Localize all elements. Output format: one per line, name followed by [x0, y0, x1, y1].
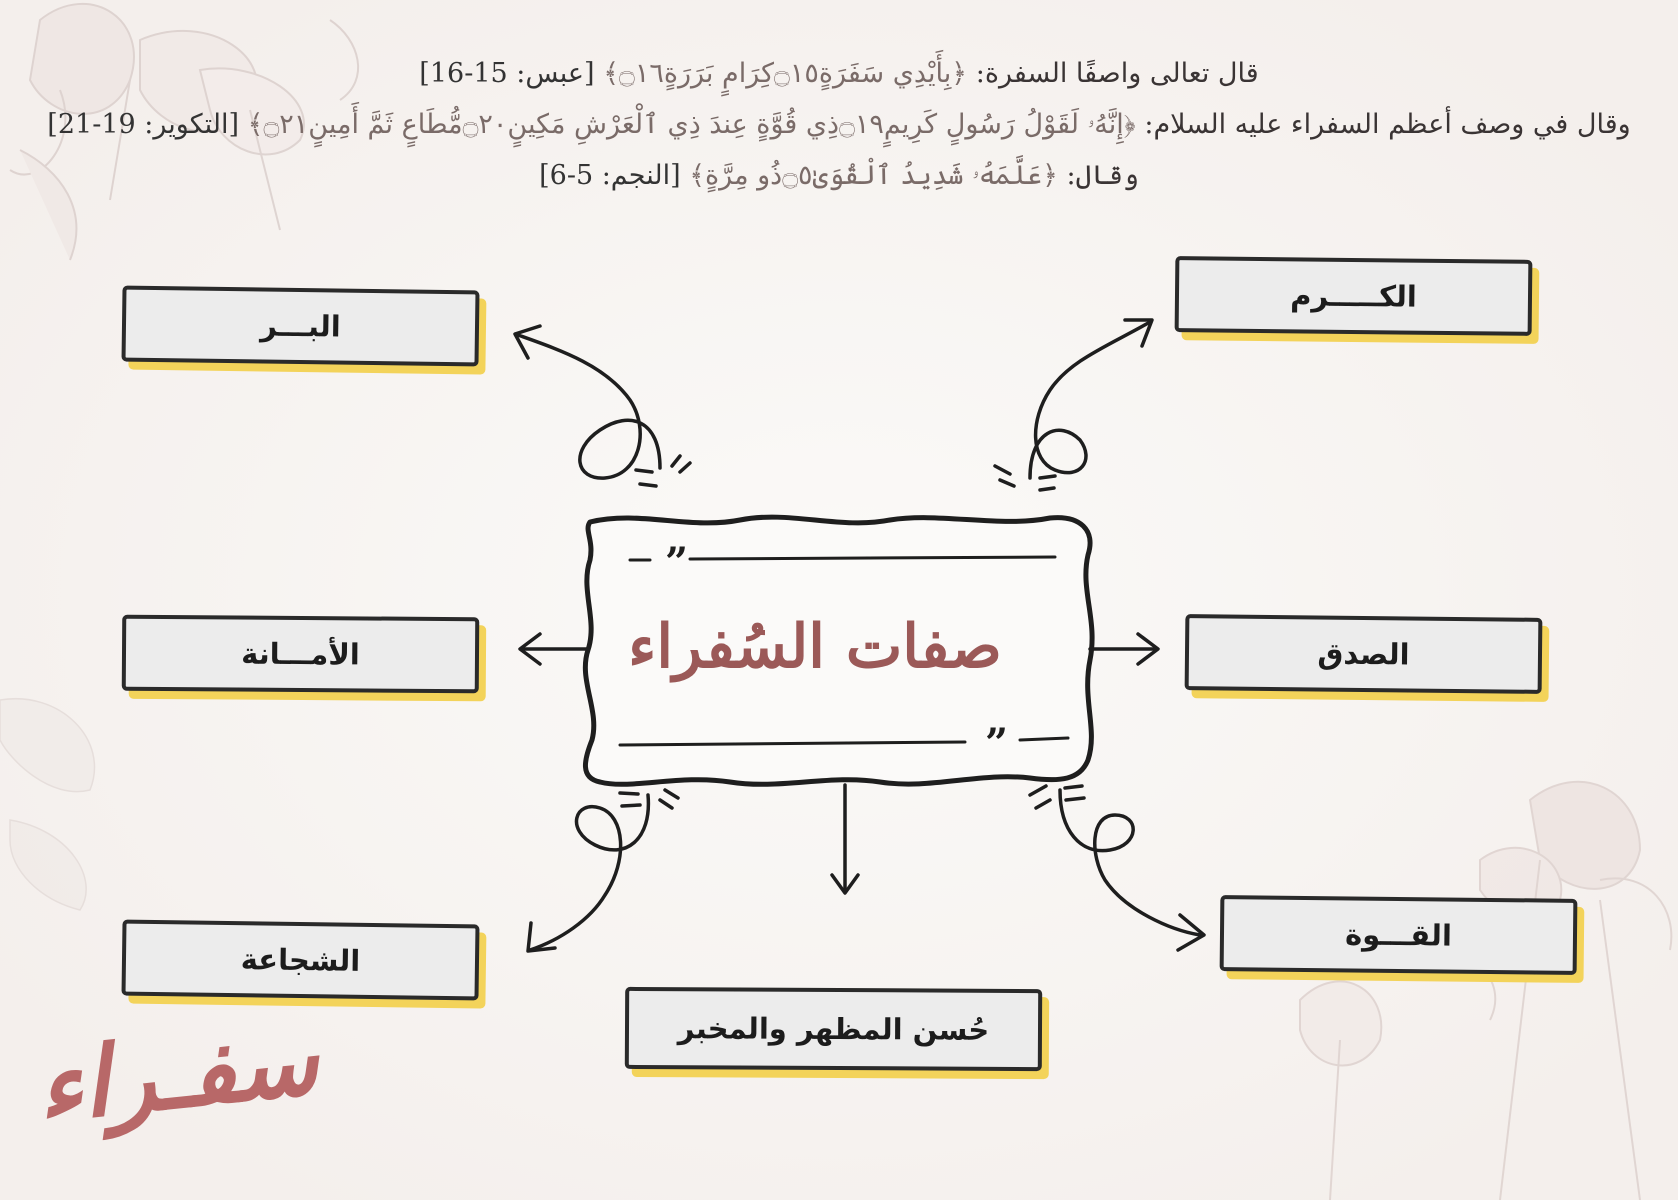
quote-3-intro: وقال:	[1066, 160, 1139, 191]
attribute-box-sidq: الصدق	[1185, 614, 1543, 694]
quote-2-reference: [التكوير: 19-21]	[47, 109, 240, 140]
quote-2-verse: ﴿إِنَّهُۥ لَقَوْلُ رَسُولٍ كَرِيمٍ۝١٩ذِي قُوَّةٍ عِندَ ذِي ٱلْعَرْشِ مَكِينٍ۝٢٠مُّطَاعٍ ثَمَّ أَمِينٍ۝٢١﴾	[247, 109, 1136, 140]
attribute-box-shajaa: الشجاعة	[121, 920, 479, 1001]
quote-line-1	[40, 48, 1638, 99]
attribute-box-quwwa: القـــوة	[1220, 895, 1578, 975]
svg-text:”: ”	[985, 720, 1009, 767]
quote-line-3	[40, 150, 1638, 201]
svg-text:”: ”	[665, 539, 689, 586]
quote-1-intro: قال تعالى واصفًا السفرة:	[975, 58, 1259, 89]
attribute-box-amana: الأمـــانة	[122, 615, 480, 693]
quote-3-reference: [النجم: 5-6]	[539, 160, 681, 191]
attribute-box-birr: البـــر	[121, 286, 479, 367]
center-title: صفات السُفراء	[628, 612, 1002, 682]
attribute-box-karam: الكـــــرم	[1175, 256, 1533, 336]
signature-logo: سفـراء	[30, 1002, 324, 1145]
quote-line-2	[40, 99, 1638, 150]
attribute-box-husn: حُسن المظهر والمخبر	[625, 987, 1042, 1071]
quote-3-verse: ﴿عَلَّمَهُۥ شَدِيدُ ٱلْقُوَىٰ۝٥ذُو مِرَّةٍ﴾	[689, 160, 1058, 191]
quote-1-reference: [عبس: 15-16]	[419, 58, 595, 89]
quote-1-verse: ﴿بِأَيْدِي سَفَرَةٍ۝١٥كِرَامٍ بَرَرَةٍ۝١٦﴾	[603, 58, 968, 89]
header-quotes	[40, 48, 1638, 201]
quote-2-intro: وقال في وصف أعظم السفراء عليه السلام:	[1144, 109, 1631, 140]
